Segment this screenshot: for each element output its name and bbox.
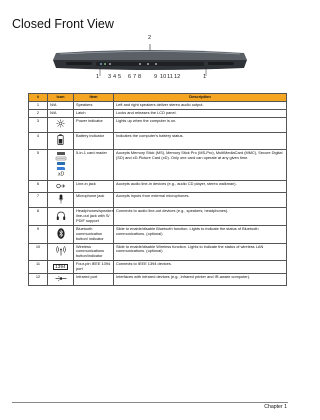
row-item: 5-in-1 card reader xyxy=(74,149,114,180)
table-row xyxy=(29,149,287,180)
row-description: Accepts inputs from external microphones. xyxy=(114,193,287,208)
callout-1-left: 1 xyxy=(96,74,100,80)
callout-9: 9 xyxy=(154,74,158,80)
row-item: Infrared port xyxy=(74,273,114,285)
table-row xyxy=(29,243,287,261)
laptop-front-illustration xyxy=(0,36,300,88)
table-row xyxy=(29,180,287,193)
row-number: 3 xyxy=(29,117,48,132)
row-item: Microphone jack xyxy=(74,193,114,208)
row-item: Power indicator xyxy=(74,117,114,132)
row-item: Four-pin IEEE 1394 port xyxy=(74,261,114,274)
card-reader-icons xyxy=(54,151,68,177)
ieee1394-icon: 1394 xyxy=(55,263,66,269)
table-row xyxy=(29,117,287,132)
power-indicator-icon xyxy=(56,119,65,128)
microphone-icon xyxy=(58,194,64,204)
row-item: Battery indicator xyxy=(74,132,114,149)
footer-divider xyxy=(12,402,288,403)
table-row xyxy=(29,193,287,208)
svg-text:xD: xD xyxy=(57,171,64,177)
callout-11: 11 xyxy=(167,74,173,80)
row-number: 9 xyxy=(29,225,48,243)
callout-6: 6 xyxy=(128,74,132,80)
row-number: 2 xyxy=(29,109,48,117)
header-description: Description xyxy=(114,94,287,102)
row-description: Accepts audio line-in devices (e.g., audio CD player, stereo walkman). xyxy=(114,180,287,193)
callout-2: 2 xyxy=(148,35,152,41)
header-number: # xyxy=(29,94,48,102)
row-item: Line-in jack xyxy=(74,180,114,193)
row-description: Locks and releases the LCD panel. xyxy=(114,109,287,117)
infrared-icon xyxy=(55,275,67,282)
headphones-icon xyxy=(56,211,66,221)
callout-3: 3 xyxy=(108,74,112,80)
component-table xyxy=(28,93,287,286)
row-description: Connects to audio line-out devices (e.g., speakers, headphones). xyxy=(114,208,287,226)
battery-indicator-icon xyxy=(57,134,64,145)
row-description: Lights up when the computer is on. xyxy=(114,117,287,132)
callout-4: 4 xyxy=(113,74,117,80)
table-row xyxy=(29,109,287,117)
line-in-icon xyxy=(56,182,66,190)
row-number: 5 xyxy=(29,149,48,180)
page-title: Closed Front View xyxy=(12,17,114,31)
row-number: 8 xyxy=(29,208,48,226)
row-description: Slide to enable/disable Bluetooth function. Lights to indicate the status of Bluetooth communications. (optional) xyxy=(114,225,287,243)
row-description: Connects to IEEE 1394 devices. xyxy=(114,261,287,274)
header-item: Item xyxy=(74,94,114,102)
table-row xyxy=(29,132,287,149)
row-number: 1 xyxy=(29,101,48,109)
row-icon-text: N/A xyxy=(48,109,74,117)
callout-12: 12 xyxy=(174,74,181,80)
table-row xyxy=(29,101,287,109)
row-description: Slide to enable/disable Wireless function. Lights to indicate the status of wireless LAN communications. (optional) xyxy=(114,243,287,261)
page-footer: Chapter 1 xyxy=(264,404,287,410)
row-icon-text: N/A xyxy=(48,101,74,109)
callout-8: 8 xyxy=(138,74,142,80)
table-row xyxy=(29,208,287,226)
row-number: 6 xyxy=(29,180,48,193)
table-header-row xyxy=(29,94,287,102)
bluetooth-icon xyxy=(57,228,65,239)
row-number: 4 xyxy=(29,132,48,149)
callout-10: 10 xyxy=(160,74,167,80)
row-item: Latch xyxy=(74,109,114,117)
row-description: Left and right speakers deliver stereo audio output. xyxy=(114,101,287,109)
row-number: 7 xyxy=(29,193,48,208)
row-description: Interfaces with infrared devices (e.g., infrared printer and IR-aware computer). xyxy=(114,273,287,285)
row-description: Indicates the computer's battery status. xyxy=(114,132,287,149)
wireless-icon xyxy=(56,245,66,256)
table-row xyxy=(29,273,287,285)
row-number: 10 xyxy=(29,243,48,261)
table-row xyxy=(29,261,287,274)
table-row xyxy=(29,225,287,243)
row-number: 11 xyxy=(29,261,48,274)
row-item: Wireless communications button/indicator xyxy=(74,243,114,261)
row-number: 12 xyxy=(29,273,48,285)
callout-1-right: 1 xyxy=(203,74,207,80)
row-item: Speakers xyxy=(74,101,114,109)
row-item: Headphones/speaker/ line-out jack with S/ PDIF support xyxy=(74,208,114,226)
row-item: Bluetooth communication button/ indicator xyxy=(74,225,114,243)
callout-5: 5 xyxy=(118,74,122,80)
callout-7: 7 xyxy=(133,74,137,80)
row-description: Accepts Memory Stick (MS), Memory Stick Pro (MS-Pro), MultiMediaCard (MMC), Secure Digital (SD) and xD-Picture Card (xD). Only one card can operate at any given time. xyxy=(114,149,287,180)
header-icon: Icon xyxy=(48,94,74,102)
